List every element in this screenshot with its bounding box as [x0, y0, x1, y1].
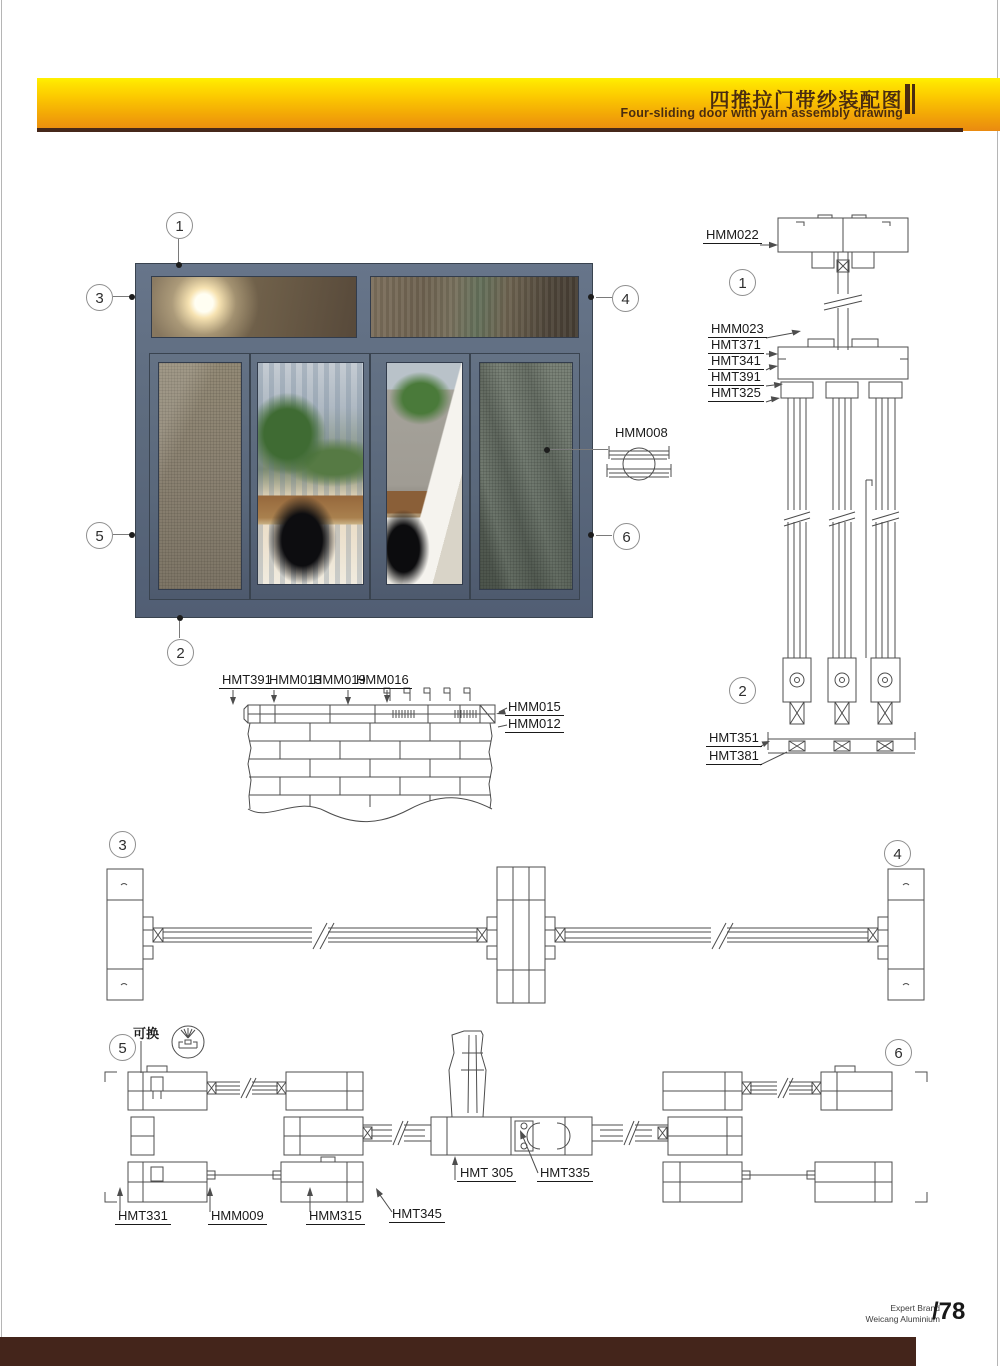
part-label-hmt391: HMT391 — [708, 370, 764, 386]
door-handle — [449, 1031, 486, 1117]
part-label-hmm008: HMM008 — [615, 425, 668, 440]
row-middle — [131, 1117, 742, 1155]
leader-dot-1 — [176, 262, 182, 268]
part-label-hmm315: HMM315 — [306, 1209, 365, 1225]
screen-sash-right — [470, 353, 580, 600]
horizontal-section-56 — [95, 1025, 940, 1230]
part-label-hmt341: HMT341 — [708, 354, 764, 370]
leader-dot-5 — [129, 532, 135, 538]
title-bar-decoration — [905, 84, 910, 114]
section-marker-6: 6 — [885, 1039, 912, 1066]
glazing-left — [153, 923, 487, 949]
part-label-hmt331: HMT331 — [115, 1209, 171, 1225]
section-marker-5: 5 — [109, 1034, 136, 1061]
section-marker-1: 1 — [729, 269, 756, 296]
leader-dot-6 — [588, 532, 594, 538]
elevation-marker-3: 3 — [86, 284, 113, 311]
door-glass-left — [257, 362, 364, 585]
part-label-hmt335: HMT335 — [537, 1166, 593, 1182]
footer-bar — [0, 1337, 916, 1366]
screen-sash-left — [149, 353, 250, 600]
sill-detail-drawing — [215, 668, 565, 840]
section-marker-4: 4 — [884, 840, 911, 867]
part-label-hmm022: HMM022 — [703, 228, 762, 244]
door-elevation — [135, 263, 593, 618]
page-right-edge — [997, 0, 998, 1366]
elevation-marker-2: 2 — [167, 639, 194, 666]
transom-glass-right — [370, 276, 579, 338]
row-bottom-right — [663, 1162, 892, 1202]
leader-line-5 — [113, 534, 130, 535]
header-rule — [37, 128, 963, 132]
hmm008-mesh-symbol — [603, 441, 675, 493]
part-label-hmt305: HMT 305 — [457, 1166, 516, 1182]
part-label-hmt351: HMT351 — [706, 731, 762, 747]
center-mullion — [487, 867, 555, 1003]
brick-wall — [248, 723, 492, 840]
part-label-hmt325: HMT325 — [708, 386, 764, 402]
page-title-cn: 四推拉门带纱装配图 — [709, 90, 903, 112]
sash-rails — [781, 382, 902, 724]
row-bottom-left — [128, 1157, 363, 1202]
jamb-right — [878, 869, 924, 1000]
hmm008-leader-line — [550, 449, 608, 450]
glazing-right — [555, 923, 878, 949]
detail-label-hmt391: HMT391 — [219, 673, 275, 689]
elevation-marker-1: 1 — [166, 212, 193, 239]
hmm008-leader-dot — [544, 447, 550, 453]
door-glass-right — [386, 362, 463, 585]
part-label-hmt345: HMT345 — [389, 1207, 445, 1223]
page-left-edge — [1, 0, 2, 1366]
title-bar-decoration-2 — [912, 84, 915, 114]
row-top-left — [128, 1066, 363, 1110]
leader-line-3 — [113, 296, 130, 297]
screen-mesh-right — [479, 362, 573, 590]
replaceable-label: 可换 — [133, 1026, 160, 1041]
glass-door-left — [250, 353, 370, 600]
detail-label-hmm016: HMM016 — [353, 673, 412, 689]
row-top-right — [663, 1066, 892, 1110]
elevation-marker-6: 6 — [613, 523, 640, 550]
leader-line-2 — [179, 621, 180, 638]
bottom-track — [768, 732, 915, 753]
jamb-left — [107, 869, 153, 1000]
leader-line-6 — [596, 535, 612, 536]
part-label-hmm009: HMM009 — [208, 1209, 267, 1225]
transom-glass-left — [151, 276, 357, 338]
leader-dot-3 — [129, 294, 135, 300]
detail-label-hmm015: HMM015 — [505, 700, 564, 716]
glass-door-right — [370, 353, 470, 600]
page-number: /78 — [932, 1298, 966, 1325]
brand-line-2: Weicang Aluminium — [865, 1314, 940, 1324]
horizontal-section-34 — [95, 825, 940, 1020]
detail-label-hmm012: HMM012 — [505, 717, 564, 733]
screen-mesh-left — [158, 362, 242, 590]
sill-profile — [244, 688, 495, 723]
transom-profile — [778, 339, 908, 379]
part-label-hmt371: HMT371 — [708, 338, 764, 354]
glazing-channel — [824, 252, 862, 350]
elevation-marker-5: 5 — [86, 522, 113, 549]
section-marker-3: 3 — [109, 831, 136, 858]
part-label-hmm023: HMM023 — [708, 322, 767, 338]
leader-dot-4 — [588, 294, 594, 300]
leader-line-1 — [178, 239, 179, 263]
brand-line-1: Expert Brand — [890, 1303, 940, 1313]
page-title-en: Four-sliding door with yarn assembly drawing — [620, 106, 903, 120]
leader-dot-2 — [177, 615, 183, 621]
top-label-arrows — [230, 690, 390, 705]
detail-label-hmm013: HMM013 — [266, 673, 325, 689]
detail-label-hmm019: HMM019 — [310, 673, 369, 689]
angle-brackets — [105, 1072, 927, 1202]
part-label-hmt381: HMT381 — [706, 749, 762, 765]
leader-line-4 — [596, 297, 612, 298]
section-marker-2: 2 — [729, 677, 756, 704]
elevation-marker-4: 4 — [612, 285, 639, 312]
